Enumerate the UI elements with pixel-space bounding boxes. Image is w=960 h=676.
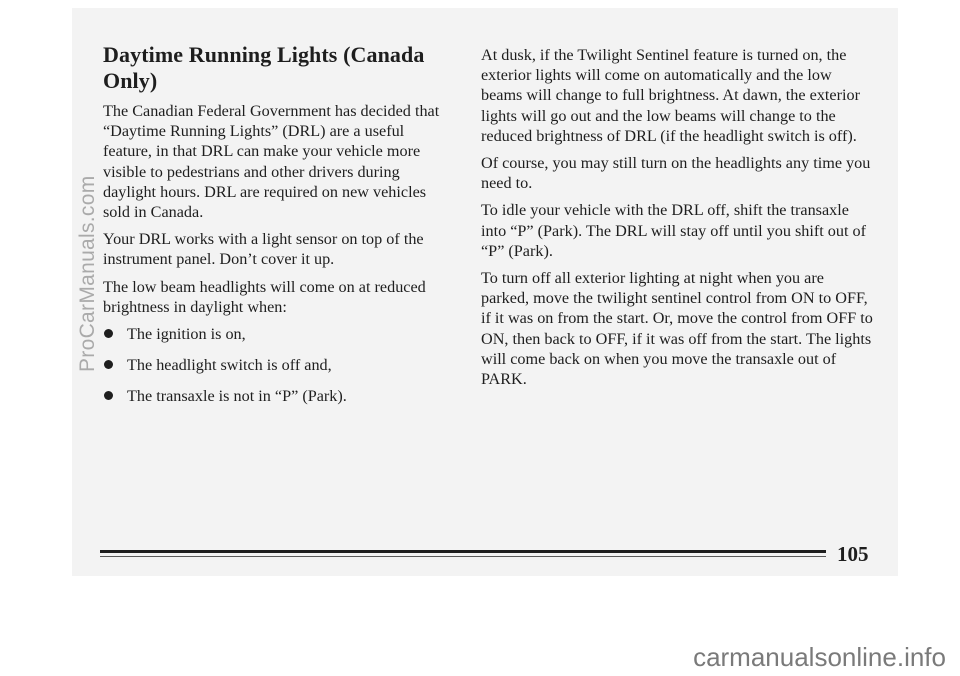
bullet-icon [104,329,113,338]
list-item [103,386,453,406]
paragraph-twilight-sentinel: At dusk, if the Twilight Sentinel feature is turned on, the exterior lights will come on automatically and the low beams will change to full brightness. At dawn, the exterior lights will go out and the low beams will change to the reduced brightness of DRL (if the headlight switch is off). [481,46,860,145]
paragraph-turn-off-lighting: To turn off all exterior lighting at night when you are parked, move the twilight sentinel control from ON to OFF, if it was on from the start. Or, move the control from OFF to ON, then back to OFF, if it was off from the start. The lights will come back on when you move the transaxle out of PARK. [481,269,873,389]
list-item [103,324,453,344]
paragraph-light-sensor: Your DRL works with a light sensor on top of the instrument panel. Don’t cover it up. [103,230,424,269]
paragraph-idle-drl-off: To idle your vehicle with the DRL off, shift the transaxle into “P” (Park). The DRL will stay off until you shift out of “P” (Park). [481,201,867,260]
list-item [103,355,453,375]
list-item-text: The transaxle is not in “P” (Park). [127,387,347,406]
left-column [103,42,453,418]
footer-rule-thin [100,556,826,557]
paragraph-headlights-any-time: Of course, you may still turn on the headlights any time you need to. [481,154,871,193]
section-heading: Daytime Running Lights (Canada Only) [103,42,425,93]
watermark-bottom: carmanualsonline.info [693,642,946,672]
watermark-vertical: ProCarManuals.com [76,175,99,372]
bullet-icon [104,360,113,369]
right-column [481,45,873,396]
list-item-text: The ignition is on, [127,325,246,344]
condition-list [103,324,453,407]
list-item-text: The headlight switch is off and, [127,356,332,375]
bullet-icon [104,391,113,400]
paragraph-low-beam: The low beam headlights will come on at reduced brightness in daylight when: [103,277,426,316]
footer-rule-thick [100,550,826,553]
paragraph-drl-intro: The Canadian Federal Government has decided that “Daytime Running Lights” (DRL) are a useful feature, in that DRL can make your vehicle more visible to pedestrians and other drivers during daylight hours. DRL are required on new vehicles sold in Canada. [103,102,440,222]
page-number: 105 [837,542,869,566]
